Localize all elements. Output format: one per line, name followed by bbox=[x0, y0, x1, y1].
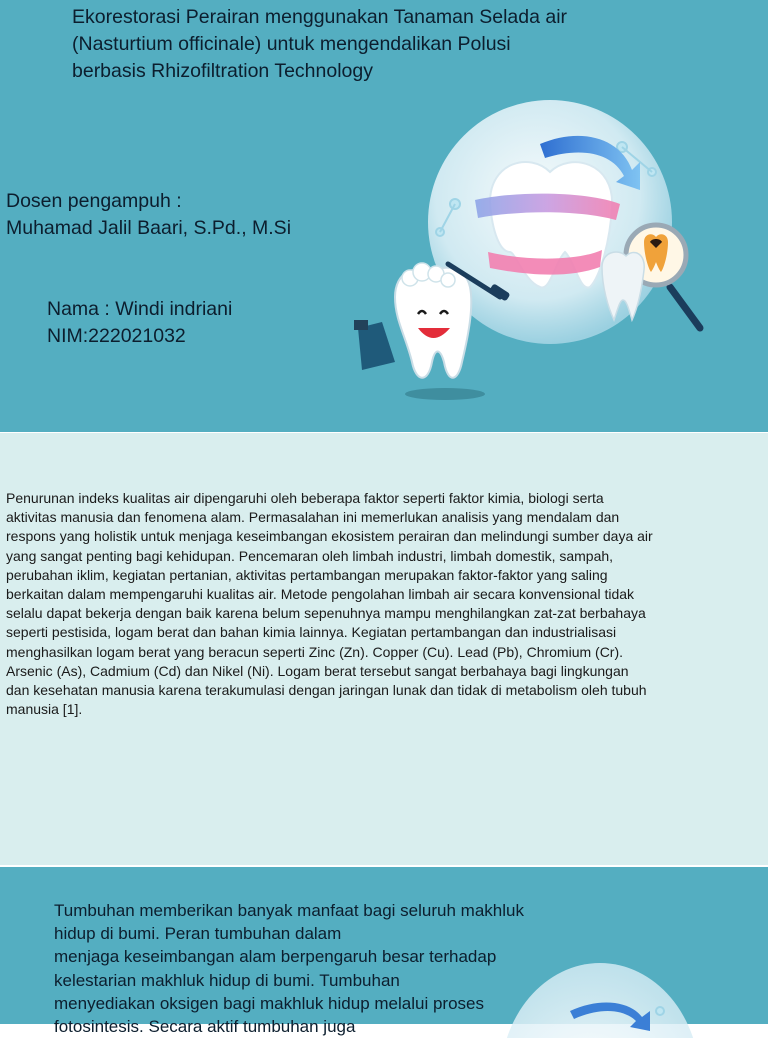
background-slide bbox=[0, 433, 768, 865]
paragraph-line: yang sangat penting bagi kehidupan. Pencemaran oleh limbah industri, limbah domestik, sampah, bbox=[6, 547, 614, 564]
paragraph-line: seperti pestisida, logam berat dan bahan kimia lainnya. Kegiatan pertambangan dan industrialisasi bbox=[6, 624, 617, 641]
lecturer-info bbox=[6, 188, 291, 242]
lecturer-label: Dosen pengampuh : bbox=[6, 190, 182, 212]
paragraph-line: Arsenic (As), Cadmium (Cd) dan Nikel (Ni). Logam berat tersebut sangat berbahaya bagi lingkungan bbox=[6, 662, 629, 679]
paragraph-line: respons yang holistik untuk menjaga keseimbangan ekosistem perairan dan melindungi sumber daya air bbox=[6, 528, 653, 545]
paragraph-line: manusia [1]. bbox=[6, 701, 83, 718]
paragraph-line: selalu dapat bekerja dengan baik karena belum sepenuhnya mampu menghilangkan zat-zat berbahaya bbox=[6, 605, 646, 622]
student-name: Nama : Windi indriani bbox=[47, 298, 233, 320]
student-nim: NIM:222021032 bbox=[47, 325, 186, 347]
paragraph-line: berkaitan dalam mempengaruhi kualitas air. Metode pengolahan limbah air secara konvensional tidak bbox=[6, 586, 635, 603]
title-line-2: (Nasturtium officinale) untuk mengendalikan Polusi bbox=[72, 33, 511, 55]
title-line-3: berbasis Rhizofiltration Technology bbox=[72, 60, 373, 82]
lecturer-name: Muhamad Jalil Baari, S.Pd., M.Si bbox=[6, 217, 292, 239]
toothpaste-icon bbox=[354, 320, 395, 370]
plants-paragraph bbox=[54, 899, 554, 1038]
tooth-illustration-icon bbox=[340, 92, 720, 412]
paragraph-line: aktivitas manusia dan fenomena alam. Permasalahan ini memerlukan analisis yang mendalam dan bbox=[6, 509, 620, 526]
paragraph-line: menyediakan oksigen bagi makhluk hidup melalui proses bbox=[54, 993, 484, 1013]
paragraph-line: hidup di bumi. Peran tumbuhan dalam bbox=[54, 924, 342, 944]
paragraph-line: menghasilkan logam berat yang beracun seperti Zinc (Zn). Copper (Cu). Lead (Pb), Chromium (Cr). bbox=[6, 643, 624, 660]
paragraph-line: perubahan iklim, kegiatan pertanian, aktivitas pertambangan merupakan faktor-faktor yang saling bbox=[6, 566, 608, 583]
plants-slide bbox=[0, 867, 768, 1037]
presentation-title bbox=[72, 4, 612, 85]
paragraph-line: Penurunan indeks kualitas air dipengaruhi oleh beberapa faktor seperti faktor kimia, biologi serta bbox=[6, 490, 604, 506]
title-line-1: Ekorestorasi Perairan menggunakan Tanaman Selada air bbox=[72, 6, 568, 28]
background-paragraph bbox=[6, 489, 686, 719]
paragraph-line: menjaga keseimbangan alam berpengaruh besar terhadap bbox=[54, 947, 497, 967]
paragraph-line: dan kesehatan manusia karena terakumulasi dengan jaringan lunak dan tidak di metabolism oleh tubuh bbox=[6, 682, 647, 699]
title-slide bbox=[0, 0, 768, 432]
student-info bbox=[47, 296, 232, 350]
paragraph-line: fotosintesis. Secara aktif tumbuhan juga bbox=[54, 1017, 356, 1037]
paragraph-line: Tumbuhan memberikan banyak manfaat bagi seluruh makhluk bbox=[54, 901, 524, 920]
paragraph-line: kelestarian makhluk hidup di bumi. Tumbuhan bbox=[54, 970, 400, 990]
